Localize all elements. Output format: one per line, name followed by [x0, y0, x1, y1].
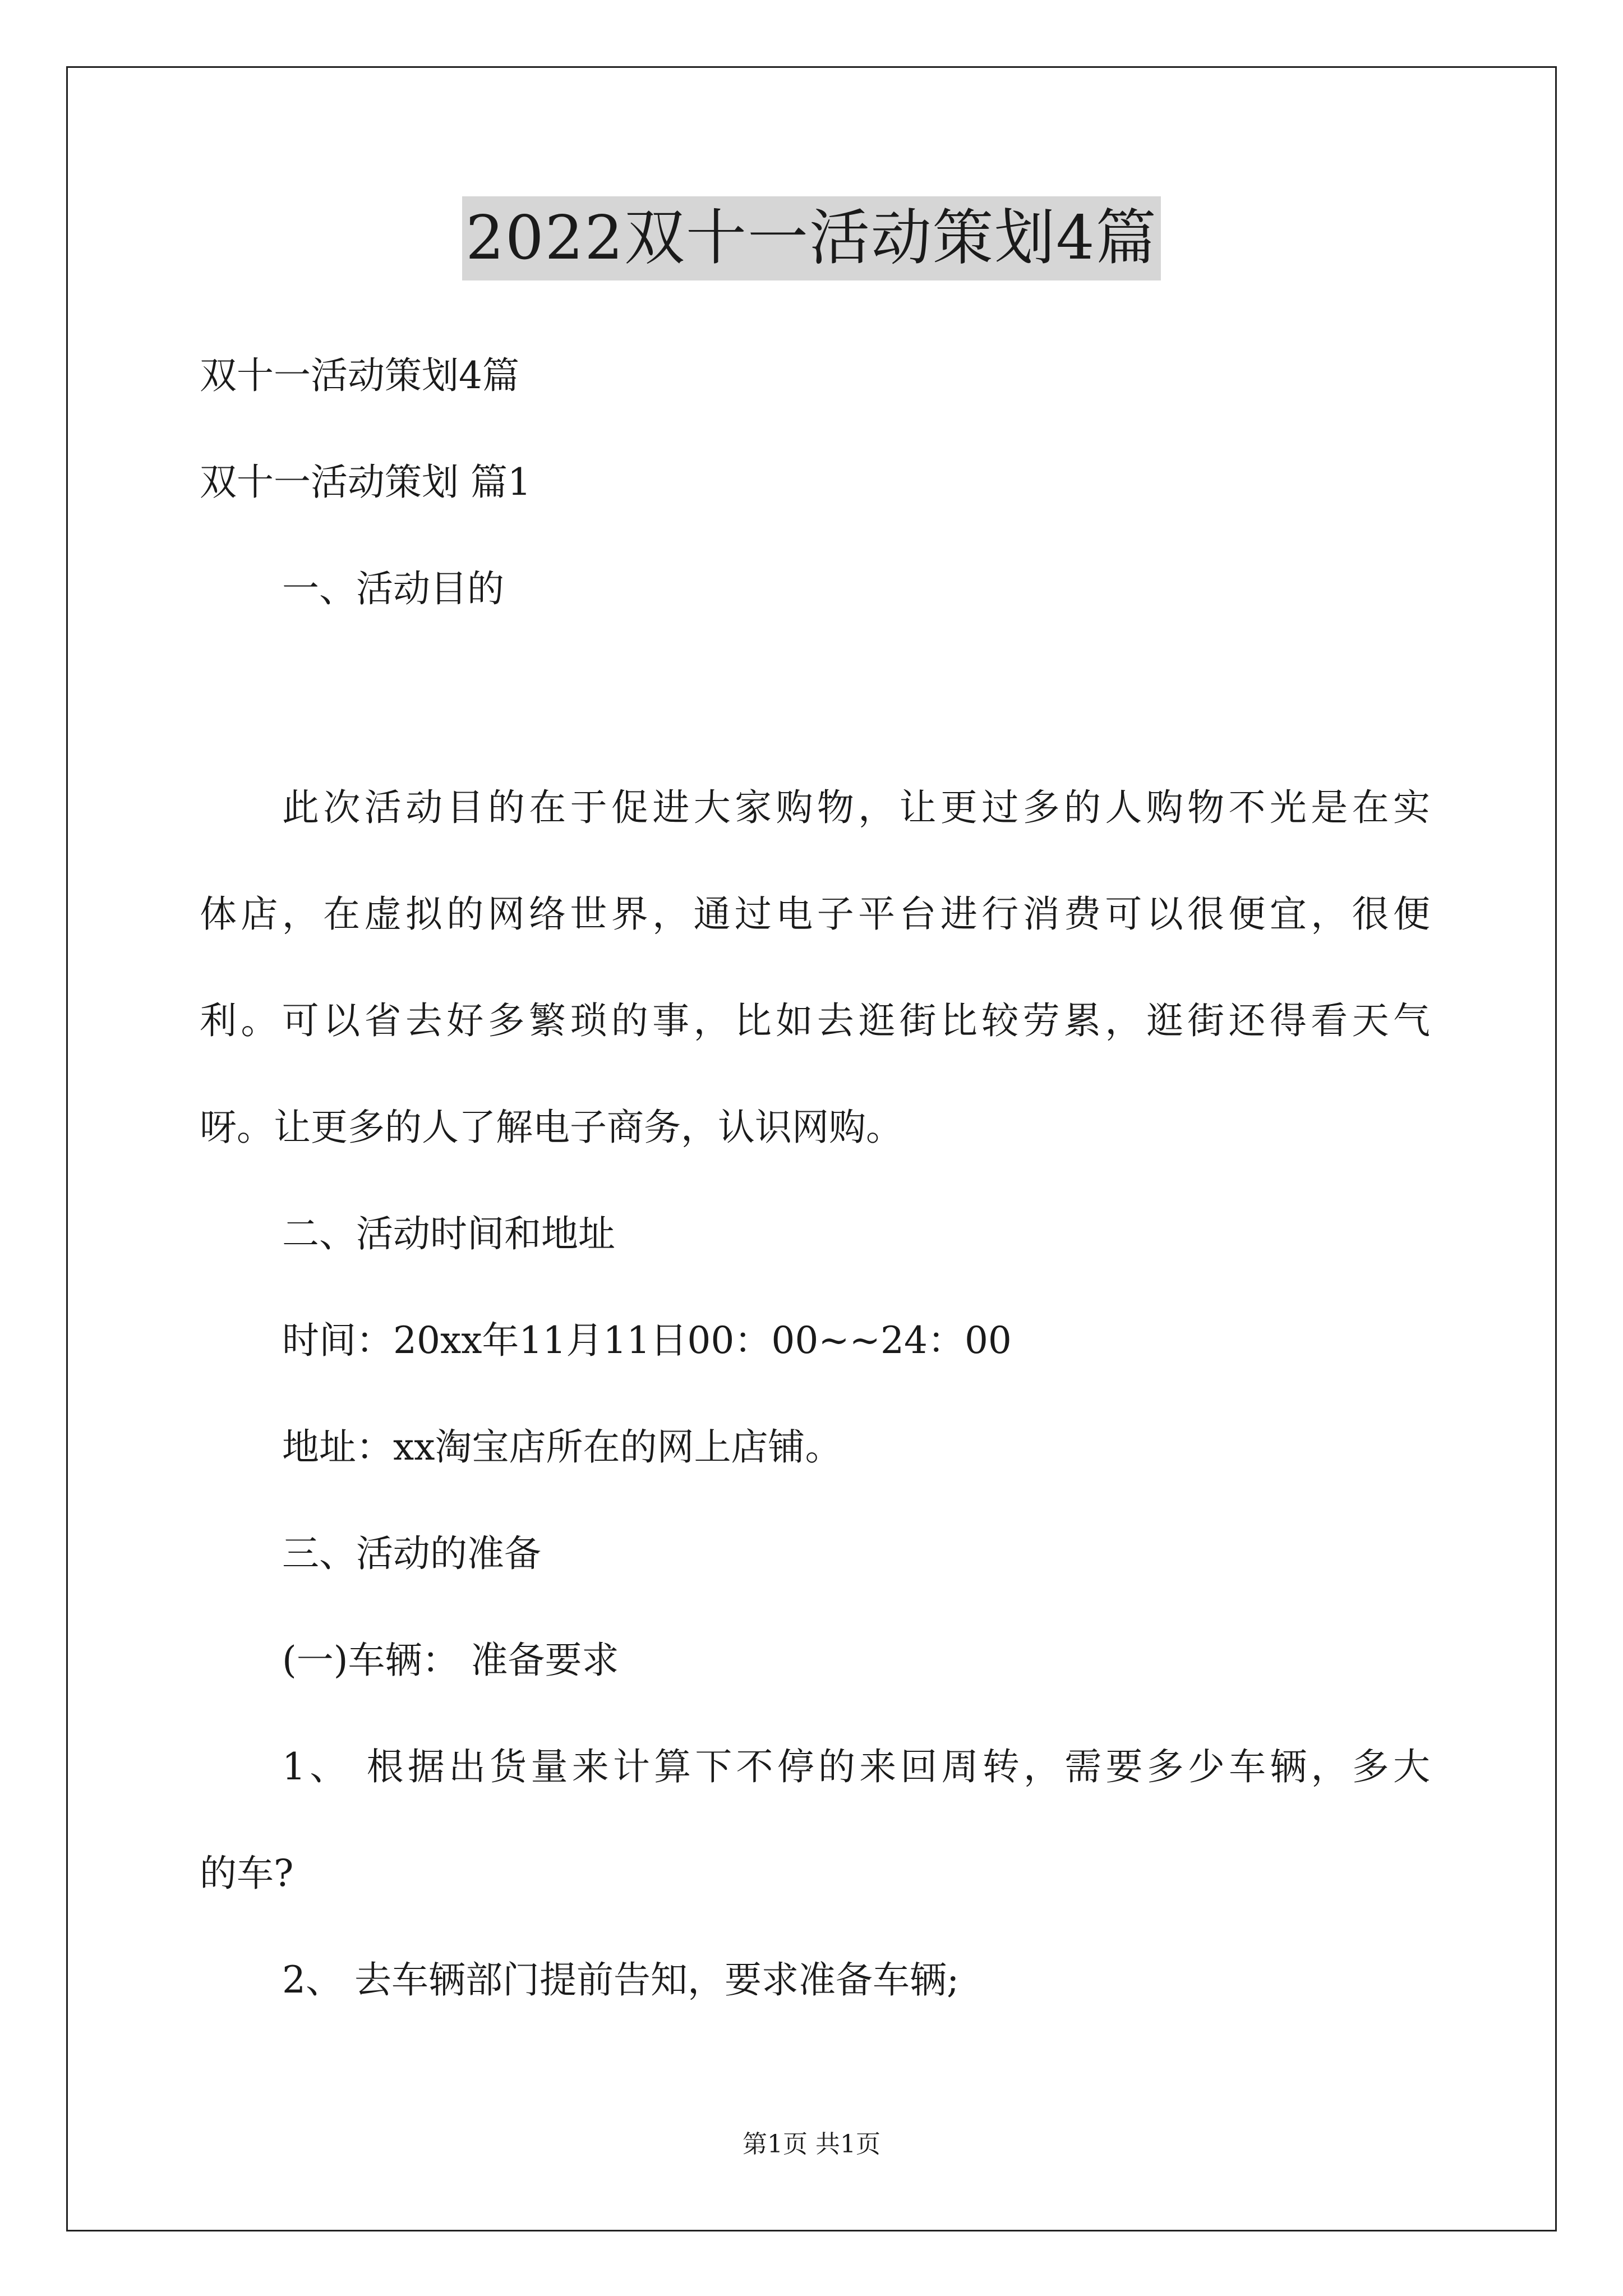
- time-line: 时间：20xx年11月11日00：00~~24：00: [282, 1319, 1012, 1362]
- heading-time-place: 二、活动时间和地址: [282, 1212, 615, 1255]
- title-container: [0, 196, 1623, 280]
- address-line: 地址：xx淘宝店所在的网上店铺。: [282, 1425, 842, 1469]
- list-item-1-continued: 的车?: [200, 1852, 294, 1895]
- subtitle: 双十一活动策划4篇: [200, 354, 519, 397]
- heading-purpose: 一、活动目的: [282, 567, 504, 610]
- paragraph-line: 体店，在虚拟的网络世界，通过电子平台进行消费可以很便宜，很便: [200, 892, 1430, 936]
- document-title: 2022双十一活动策划4篇: [462, 196, 1161, 280]
- page-number-footer: 第1页 共1页: [743, 2130, 880, 2159]
- paragraph-line: 此次活动目的在于促进大家购物，让更过多的人购物不光是在实: [282, 786, 1430, 829]
- paragraph-line: 呀。让更多的人了解电子商务，认识网购。: [200, 1106, 903, 1149]
- list-item-2: 2、 去车辆部门提前告知，要求准备车辆;: [282, 1958, 960, 2001]
- section-heading: 双十一活动策划 篇1: [200, 461, 531, 504]
- paragraph-line: 利。可以省去好多繁琐的事，比如去逛街比较劳累，逛街还得看天气: [200, 999, 1430, 1042]
- heading-preparation: 三、活动的准备: [282, 1532, 541, 1575]
- subheading-vehicles: (一)车辆： 准备要求: [282, 1639, 619, 1682]
- list-item-1: 1、 根据出货量来计算下不停的来回周转，需要多少车辆，多大: [282, 1745, 1430, 1788]
